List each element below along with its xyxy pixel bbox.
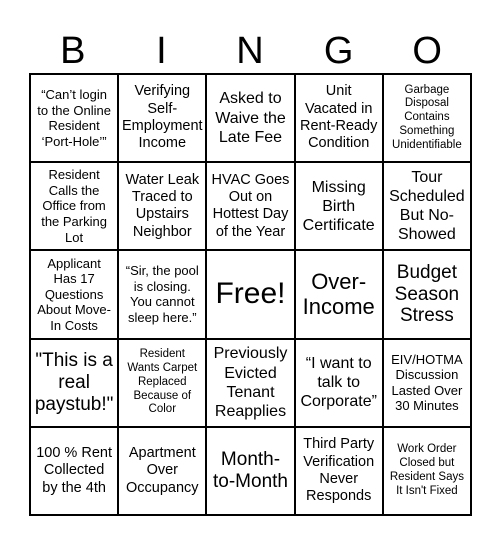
bingo-cell[interactable]: Asked to Waive the Late Fee	[206, 74, 294, 162]
bingo-cell[interactable]: Unit Vacated in Rent-Ready Condition	[295, 74, 383, 162]
bingo-cell[interactable]: Apartment Over Occupancy	[118, 427, 206, 515]
bingo-cell[interactable]: Third Party Verification Never Responds	[295, 427, 383, 515]
bingo-cell[interactable]: “I want to talk to Corporate”	[295, 339, 383, 427]
bingo-header	[29, 28, 472, 74]
header-letter-b: B	[60, 30, 87, 72]
bingo-cell[interactable]: Work Order Closed but Resident Says It Isn't Fixed	[383, 427, 471, 515]
bingo-cell[interactable]: “Sir, the pool is closing. You cannot sleep here.”	[118, 250, 206, 338]
bingo-cell[interactable]: Resident Calls the Office from the Parking Lot	[30, 162, 118, 250]
bingo-cell[interactable]: Verifying Self-Employment Income	[118, 74, 206, 162]
bingo-cell[interactable]: "This is a real paystub!"	[30, 339, 118, 427]
bingo-cell[interactable]: Applicant Has 17 Questions About Move-In Costs	[30, 250, 118, 338]
header-letter-i: I	[156, 30, 168, 72]
free-space[interactable]: Free!	[206, 250, 294, 338]
bingo-cell[interactable]: “Can’t login to the Online Resident ‘Port-Hole’”	[30, 74, 118, 162]
header-letter-o: O	[412, 30, 443, 72]
bingo-cell[interactable]: 100 % Rent Collected by the 4th	[30, 427, 118, 515]
header-letter-g: G	[323, 30, 355, 72]
bingo-cell[interactable]: Month-to-Month	[206, 427, 294, 515]
bingo-cell[interactable]: Budget Season Stress	[383, 250, 471, 338]
bingo-cell[interactable]: Over-Income	[295, 250, 383, 338]
bingo-cell[interactable]: Tour Scheduled But No-Showed	[383, 162, 471, 250]
bingo-cell[interactable]: EIV/HOTMA Discussion Lasted Over 30 Minutes	[383, 339, 471, 427]
bingo-cell[interactable]: Resident Wants Carpet Replaced Because of Color	[118, 339, 206, 427]
bingo-cell[interactable]: Garbage Disposal Contains Something Unidentifiable	[383, 74, 471, 162]
bingo-cell[interactable]: Missing Birth Certificate	[295, 162, 383, 250]
header-letter-n: N	[236, 30, 265, 72]
bingo-cell[interactable]: Previously Evicted Tenant Reapplies	[206, 339, 294, 427]
bingo-board	[29, 73, 472, 516]
bingo-cell[interactable]: HVAC Goes Out on Hottest Day of the Year	[206, 162, 294, 250]
bingo-cell[interactable]: Water Leak Traced to Upstairs Neighbor	[118, 162, 206, 250]
